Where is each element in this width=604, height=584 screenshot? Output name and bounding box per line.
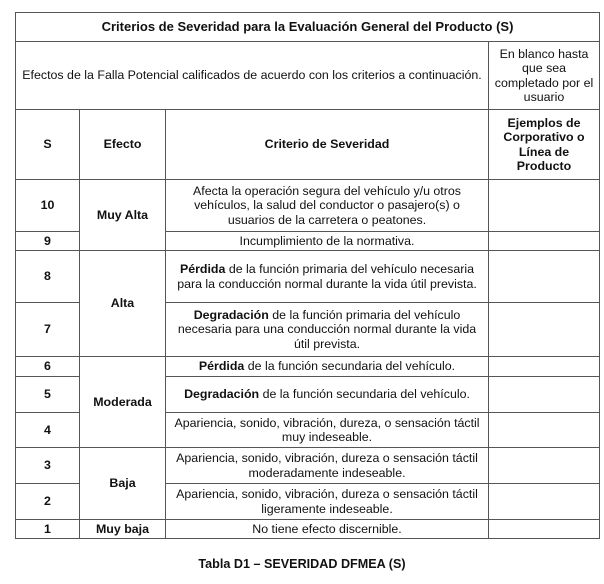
severity-value: 6 [16,357,80,377]
severity-value: 8 [16,251,80,303]
severity-value: 10 [16,180,80,232]
example-cell [489,413,600,448]
criterion-body: de la función primaria del vehículo necesaria para la conducción normal durante la vida útil prevista. [177,262,477,291]
table-row [16,180,600,232]
criterion-emphasis: Degradación [193,307,269,322]
criterion-text [166,484,489,520]
criterion-emphasis: Pérdida [198,359,245,374]
severity-value: 3 [16,448,80,484]
criterion-emphasis: Degradación [184,387,260,402]
effect-muy-baja: Muy baja [80,520,166,539]
criterion-text [166,448,489,484]
criterion-text [166,251,489,303]
criterion-body: Apariencia, sonido, vibración, dureza o sensación táctil moderadamente indeseable. [176,451,478,480]
criterion-body: Incumplimiento de la normativa. [239,233,415,248]
criterion-text [166,413,489,448]
example-cell [489,232,600,251]
header-criterio: Criterio de Severidad [166,110,489,180]
blank-note: En blanco hasta que sea completado por el usuario [489,42,600,110]
table-row [16,520,600,539]
criterion-text [166,232,489,251]
criterion-body: de la función secundaria del vehículo. [244,359,456,374]
intro-text: Efectos de la Falla Potencial calificados de acuerdo con los criterios a continuación. [16,42,489,110]
example-cell [489,448,600,484]
criterion-body: Apariencia, sonido, vibración, dureza, o sensación táctil muy indeseable. [174,415,480,444]
table-title: Criterios de Severidad para la Evaluación General del Producto (S) [16,13,600,42]
table-row [16,357,600,377]
criterion-body: de la función secundaria del vehículo. [259,387,470,402]
effect-muy-alta: Muy Alta [80,180,166,251]
example-cell [489,303,600,357]
example-cell [489,357,600,377]
table-caption: Tabla D1 – SEVERIDAD DFMEA (S) [198,557,406,571]
criterion-emphasis: Pérdida [179,262,226,276]
severity-value: 2 [16,484,80,520]
table-row [16,251,600,303]
criterion-body: No tiene efecto discernible. [252,521,402,536]
severity-table [15,12,600,539]
criterion-text [166,180,489,232]
severity-value: 4 [16,413,80,448]
header-ejemplos: Ejemplos de Corporativo o Línea de Producto [489,110,600,180]
criterion-text [166,357,489,377]
effect-alta: Alta [80,251,166,357]
example-cell [489,180,600,232]
example-cell [489,377,600,413]
effect-moderada: Moderada [80,357,166,448]
severity-value: 7 [16,303,80,357]
criterion-body: Afecta la operación segura del vehículo y/u otros vehículos, la salud del conductor o pasajero(s) o usuarios de la carretera o peatones. [193,183,461,227]
table-row [16,448,600,484]
example-cell [489,484,600,520]
severity-value: 9 [16,232,80,251]
header-s: S [16,110,80,180]
header-efecto: Efecto [80,110,166,180]
example-cell [489,520,600,539]
criterion-body: Apariencia, sonido, vibración, dureza o sensación táctil ligeramente indeseable. [176,487,478,516]
severity-value: 1 [16,520,80,539]
criterion-body: de la función primaria del vehículo necesaria para una conducción normal durante la vida útil prevista. [177,307,477,351]
criterion-text [166,303,489,357]
example-cell [489,251,600,303]
effect-baja: Baja [80,448,166,520]
criterion-text [166,377,489,413]
criterion-text [166,520,489,539]
severity-value: 5 [16,377,80,413]
